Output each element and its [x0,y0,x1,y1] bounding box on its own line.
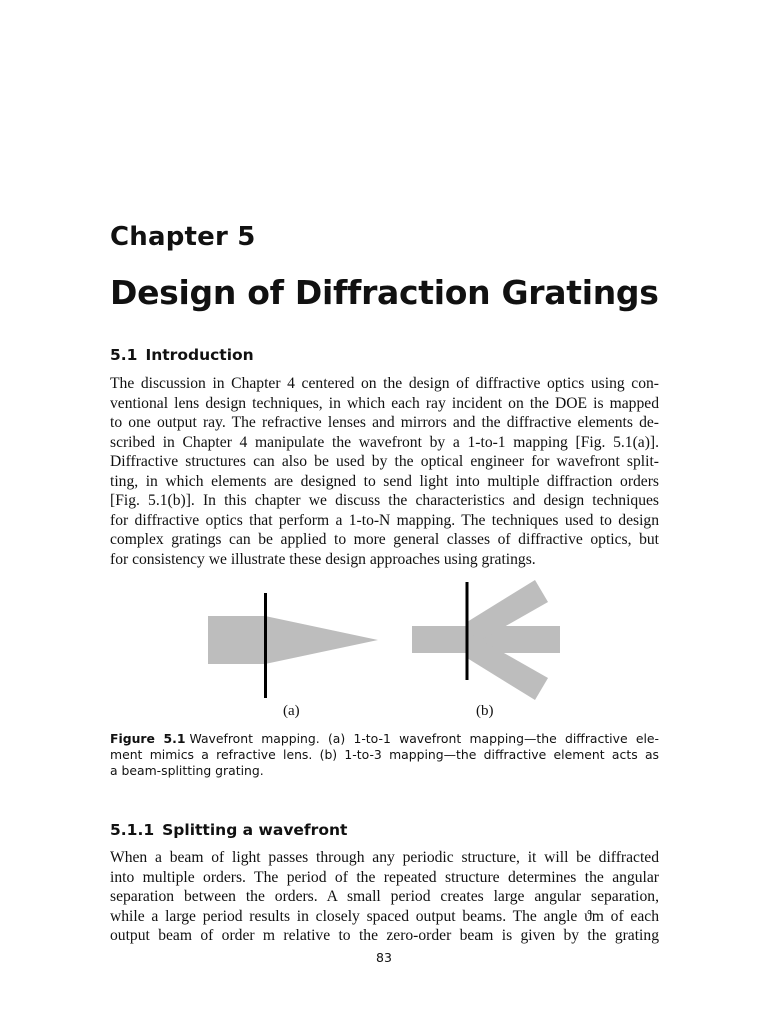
subsection-number: 5.1.1 [110,821,155,839]
figure-label: Figure 5.1 [110,731,186,746]
paragraph-line: The discussion in Chapter 4 centered on the design of diffractive optics using con- [110,375,659,392]
splitting-paragraph [110,848,659,946]
chapter-label: Chapter 5 [110,222,256,252]
paragraph-line: output beam of order m relative to the zero-order beam is given by the grating [110,927,659,944]
paragraph-line: separation between the orders. A small period creates large angular separation, [110,888,659,905]
wavefront-mapping-figure [200,578,570,703]
chapter-title: Design of Diffraction Gratings [110,273,659,312]
paragraph-line: to one output ray. The refractive lenses and mirrors and the diffractive elements de- [110,414,659,431]
panel-b-one-to-three [412,580,560,700]
paragraph-line: complex gratings can be applied to more general classes of diffractive optics, but [110,531,659,548]
paragraph-line: [Fig. 5.1(b)]. In this chapter we discuss the characteristics and design techniques [110,492,659,509]
paragraph-line: while a large period results in closely spaced output beams. The angle ϑm of each [110,907,659,925]
section-number: 5.1 [110,346,138,364]
panel-a-one-to-one [208,593,378,698]
caption-line: a beam-splitting grating. [110,762,264,778]
figure-caption [110,731,659,778]
intro-paragraph [110,374,659,569]
subsection-heading [110,821,347,839]
paragraph-line: scribed in Chapter 4 manipulate the wavefront by a 1-to-1 mapping [Fig. 5.1(a)]. [110,433,659,451]
subsection-title: Splitting a wavefront [162,821,348,839]
figure-sublabel-a: (a) [283,703,300,719]
paragraph-line: Diffractive structures can also be used by the optical engineer for wavefront split- [110,453,659,470]
caption-line: Figure 5.1 Wavefront mapping. (a) 1-to-1 wavefront mapping—the diffractive ele- [110,731,659,746]
paragraph-line: into multiple orders. The period of the repeated structure determines the angular [110,868,659,886]
paragraph-line: ventional lens design techniques, in which each ray incident on the DOE is mapped [110,394,659,412]
page-number: 83 [376,950,392,965]
input-beam [412,626,467,653]
paragraph-line: ting, in which elements are designed to send light into multiple diffraction orders [110,472,659,490]
section-title: Introduction [145,346,254,364]
figure-sublabel-b: (b) [476,703,494,719]
converging-beam [208,616,378,664]
paragraph-line: for diffractive optics that perform a 1-to-N mapping. The techniques used to design [110,511,659,529]
section-heading [110,346,254,364]
caption-line: ment mimics a refractive lens. (b) 1-to-3 mapping—the diffractive element acts as [110,746,659,762]
paragraph-line: for consistency we illustrate these design approaches using gratings. [110,550,536,568]
paragraph-line: When a beam of light passes through any periodic structure, it will be diffracted [110,849,659,866]
